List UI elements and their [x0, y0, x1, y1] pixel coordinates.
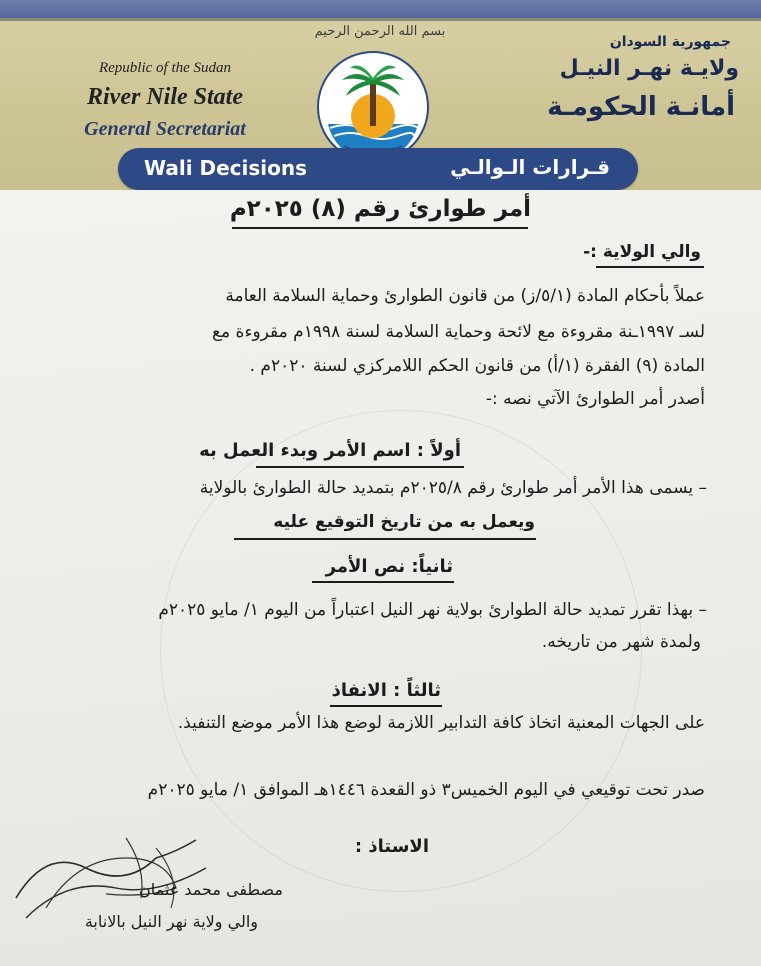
- section-2-line-1: – بهذا تقرر تمديد حالة الطوارئ بولاية نهر النيل اعتباراً من اليوم ١/ مايو ٢٠٢٥م: [158, 600, 707, 620]
- arabic-republic: جمهورية السودان: [609, 34, 731, 50]
- section-2-line-2: ولمدة شهر من تاريخه.: [541, 632, 701, 652]
- section-2-heading: ثانياً: نص الأمر: [325, 556, 453, 577]
- banner-arabic: قـرارات الـوالـي: [450, 155, 610, 179]
- addressee-underline: [596, 266, 704, 268]
- title-underline: [232, 227, 528, 229]
- arabic-state: ولايـة نهـر النيـل: [559, 56, 739, 81]
- wali-decisions-banner: [118, 148, 638, 190]
- english-republic: Republic of the Sudan: [98, 60, 232, 76]
- section-1-heading: أولاً : اسم الأمر وبدء العمل به: [199, 440, 461, 461]
- banner-english: Wali Decisions: [144, 156, 308, 180]
- english-state: River Nile State: [87, 84, 243, 110]
- preamble-line-3: المادة (٩) الفقرة (١/أ) من قانون الحكم اللامركزي لسنة ٢٠٢٠م .: [249, 356, 705, 376]
- preamble-line-2: لسـ ١٩٩٧ـنة مقروءة مع لائحة وحماية السلامة لسنة ١٩٩٨م مقروءة مع: [212, 322, 705, 342]
- issue-date-line: صدر تحت توقيعي في اليوم الخميس٣ ذو القعدة ١٤٤٦هـ الموافق ١/ مايو ٢٠٢٥م: [147, 780, 705, 800]
- palm-tree-emblem-icon: [316, 50, 430, 164]
- preamble-line-4: أصدر أمر الطوارئ الآتي نصه :-: [485, 389, 705, 409]
- section-1-underline: [256, 466, 464, 468]
- section-1-line-1: – يسمى هذا الأمر أمر طوارئ رقم ٢٠٢٥/٨م بتمديد حالة الطوارئ بالولاية: [199, 478, 707, 498]
- addressee: والي الولاية :-: [583, 242, 701, 262]
- section-1-line-2-underline: [234, 538, 536, 540]
- section-3-line-1: على الجهات المعنية اتخاذ كافة التدابير اللازمة لوضع هذا الأمر موضع التنفيذ.: [177, 713, 705, 733]
- section-2-underline: [312, 581, 454, 583]
- signatory-title: الاستاذ :: [354, 836, 429, 857]
- section-3-heading: ثالثاً : الانفاذ: [331, 680, 441, 701]
- preamble-line-1: عملاً بأحكام المادة (٥/١/ز) من قانون الطوارئ وحماية السلامة العامة: [225, 286, 705, 306]
- signatory-role: والي ولاية نهر النيل بالانابة: [84, 912, 258, 931]
- arabic-secretariat: أمانـة الحكومـة: [547, 92, 735, 122]
- section-3-underline: [330, 705, 442, 707]
- basmala: بسم الله الرحمن الرحيم: [314, 24, 446, 39]
- english-secretariat: General Secretariat: [84, 118, 246, 140]
- decree-title: أمر طوارئ رقم (٨) ٢٠٢٥م: [229, 196, 531, 222]
- section-1-line-2: ويعمل به من تاريخ التوقيع عليه: [273, 512, 535, 532]
- signatory-name: مصطفى محمد عثمان: [139, 880, 283, 899]
